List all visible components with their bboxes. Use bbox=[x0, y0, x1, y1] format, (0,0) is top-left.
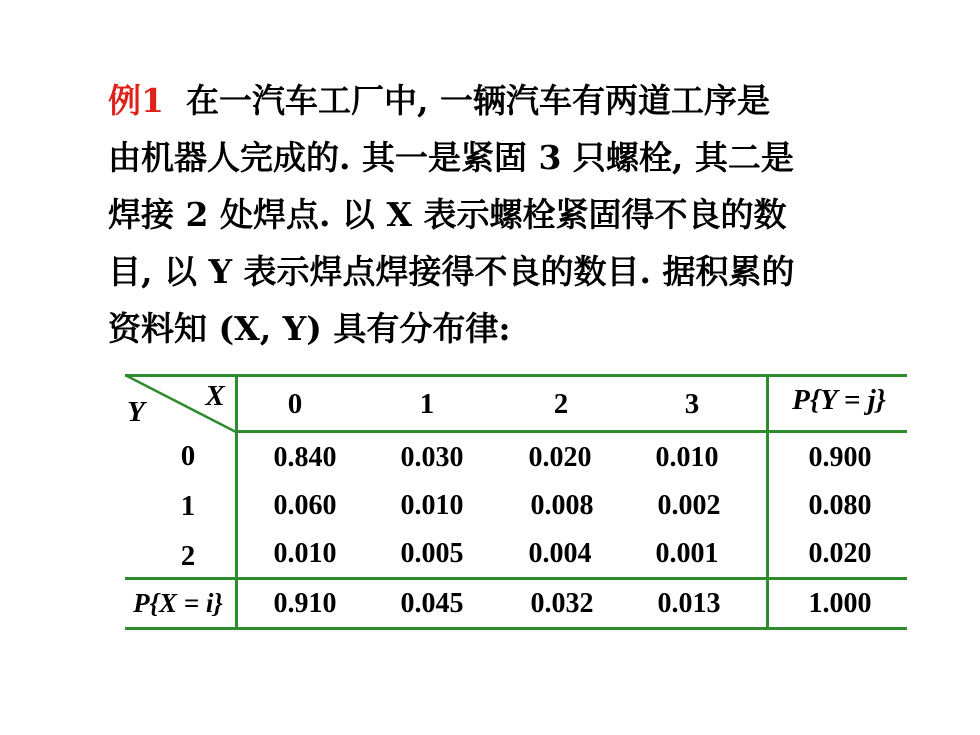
marginal-y-0: 0.900 bbox=[808, 442, 872, 473]
x-value-0: 0 bbox=[287, 388, 303, 420]
cell-2-3: 0.001 bbox=[655, 538, 719, 569]
corner-y-label: Y bbox=[127, 396, 145, 428]
header-bottom-rule bbox=[235, 430, 907, 433]
y-value-2: 2 bbox=[180, 540, 196, 572]
y-value-1: 1 bbox=[180, 490, 196, 522]
marginal-x-3: 0.013 bbox=[657, 588, 721, 619]
marginal-total: 1.000 bbox=[808, 588, 872, 619]
cell-0-0: 0.840 bbox=[273, 442, 337, 473]
statement-line-3: 焊接 2 处焊点. 以 X 表示螺栓紧固得不良的数 bbox=[108, 195, 787, 234]
x-value-1: 1 bbox=[419, 388, 435, 420]
statement-text-1: 在一汽车工厂中, 一辆汽车有两道工序是 bbox=[185, 81, 770, 120]
marginal-column-divider bbox=[766, 374, 769, 630]
corner-x-label: X bbox=[205, 380, 225, 412]
marginal-y-header: P{Y = j} bbox=[792, 384, 886, 416]
marginal-y-1: 0.080 bbox=[808, 490, 872, 521]
marginal-x-1: 0.045 bbox=[400, 588, 464, 619]
statement-line-4: 目, 以 Y 表示焊点焊接得不良的数目. 据积累的 bbox=[108, 252, 795, 291]
marginal-x-2: 0.032 bbox=[530, 588, 594, 619]
x-value-2: 2 bbox=[553, 388, 569, 420]
statement-line-2: 由机器人完成的. 其一是紧固 3 只螺栓, 其二是 bbox=[108, 138, 794, 177]
table-top-rule bbox=[125, 374, 907, 377]
cell-1-2: 0.008 bbox=[530, 490, 594, 521]
cell-0-1: 0.030 bbox=[400, 442, 464, 473]
cell-2-1: 0.005 bbox=[400, 538, 464, 569]
table-bottom-rule bbox=[125, 627, 907, 630]
joint-distribution-table bbox=[125, 374, 907, 630]
cell-0-2: 0.020 bbox=[528, 442, 592, 473]
cell-2-0: 0.010 bbox=[273, 538, 337, 569]
x-value-3: 3 bbox=[684, 388, 700, 420]
cell-1-0: 0.060 bbox=[273, 490, 337, 521]
example-label: 例1 bbox=[108, 81, 164, 120]
marginal-x-label: P{X = i} bbox=[133, 588, 223, 618]
marginal-y-2: 0.020 bbox=[808, 538, 872, 569]
cell-1-1: 0.010 bbox=[400, 490, 464, 521]
statement-line-5: 资料知 (X, Y) 具有分布律: bbox=[108, 309, 511, 348]
marginal-x-0: 0.910 bbox=[273, 588, 337, 619]
cell-1-3: 0.002 bbox=[657, 490, 721, 521]
statement-line-1 bbox=[108, 72, 868, 129]
cell-0-3: 0.010 bbox=[655, 442, 719, 473]
cell-2-2: 0.004 bbox=[528, 538, 592, 569]
problem-statement bbox=[108, 72, 868, 357]
y-value-0: 0 bbox=[180, 440, 196, 472]
marginal-top-rule bbox=[125, 577, 907, 580]
